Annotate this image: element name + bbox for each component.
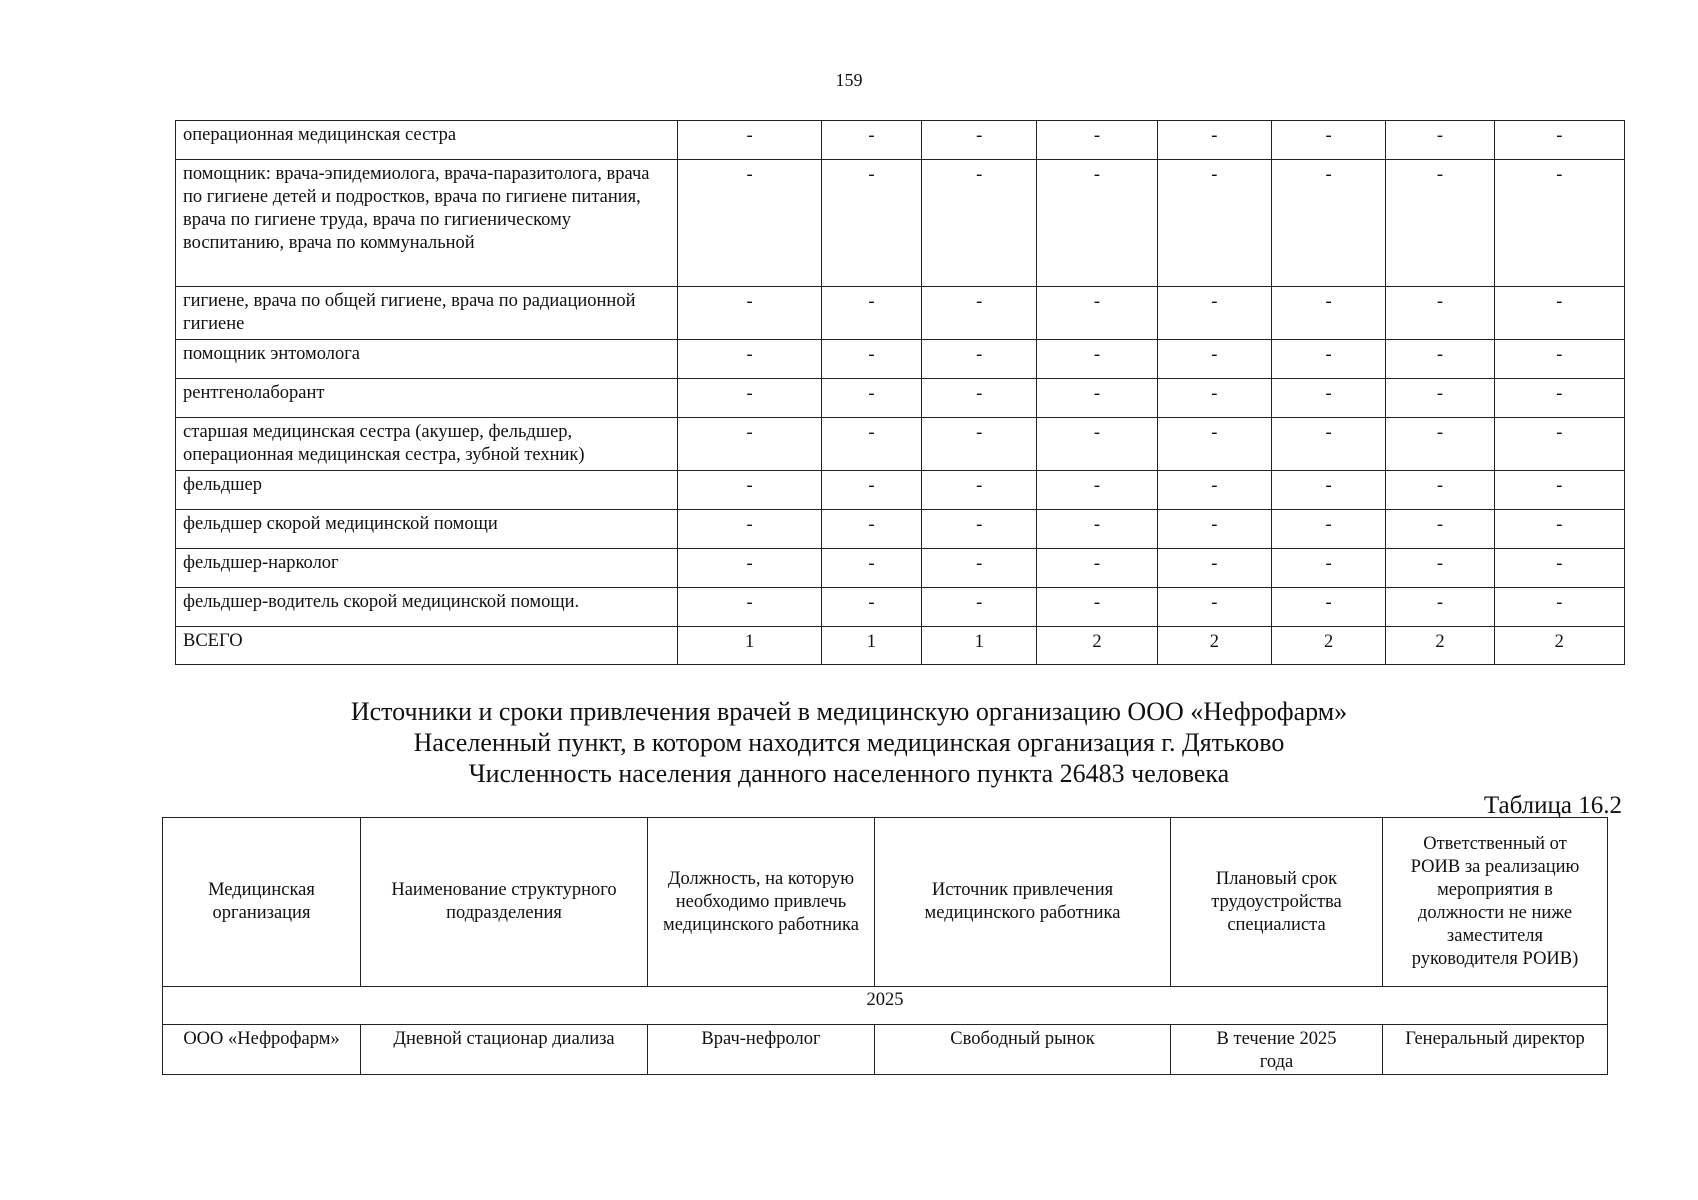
row-value: - — [1037, 287, 1157, 340]
row-value: - — [1037, 379, 1157, 418]
row-value: - — [1157, 379, 1271, 418]
row-value: - — [1494, 287, 1624, 340]
row-value: 2 — [1494, 627, 1624, 665]
table-row — [176, 379, 1625, 418]
row-value: 2 — [1271, 627, 1385, 665]
row-value: - — [1037, 418, 1157, 471]
row-value: - — [1386, 471, 1494, 510]
row-value: - — [1157, 471, 1271, 510]
row-value: - — [821, 471, 921, 510]
section-title-line3: Численность населения данного населенного пункта 26483 человека — [468, 759, 1230, 788]
year-cell: 2025 — [163, 987, 1608, 1025]
row-label: старшая медицинская сестра (акушер, фельдшер, операционная медицинская сестра, зубной техник) — [176, 418, 678, 471]
recruitment-year-row — [163, 987, 1608, 1025]
row-value: - — [1271, 418, 1385, 471]
row-value: - — [678, 160, 821, 287]
table-row — [176, 510, 1625, 549]
row-value: - — [678, 549, 821, 588]
cell-planned-hire-date: В течение 2025 года — [1171, 1025, 1383, 1075]
table-row — [176, 627, 1625, 665]
row-label: фельдшер-водитель скорой медицинской помощи. — [176, 588, 678, 627]
row-value: - — [1271, 160, 1385, 287]
recruitment-table-header-row — [163, 818, 1608, 987]
header-medical-organization: Медицинская организация — [163, 818, 361, 987]
row-value: - — [1037, 121, 1157, 160]
table-row — [176, 549, 1625, 588]
header-structural-unit: Наименование структурного подразделения — [361, 818, 648, 987]
page-number: 159 — [835, 70, 863, 90]
table-caption: Таблица 16.2 — [1483, 792, 1622, 819]
row-value: - — [1271, 510, 1385, 549]
row-value: - — [1386, 160, 1494, 287]
row-value: - — [1157, 510, 1271, 549]
row-value: - — [1271, 379, 1385, 418]
row-value: - — [1157, 160, 1271, 287]
row-value: - — [922, 510, 1037, 549]
row-value: - — [1494, 549, 1624, 588]
row-value: - — [678, 510, 821, 549]
recruitment-table — [162, 817, 1608, 1075]
row-value: - — [1037, 588, 1157, 627]
row-value: 1 — [678, 627, 821, 665]
table-row — [176, 121, 1625, 160]
row-value: - — [1386, 588, 1494, 627]
row-value: - — [821, 340, 921, 379]
row-value: - — [1037, 160, 1157, 287]
row-value: - — [1386, 549, 1494, 588]
section-title — [0, 696, 1698, 789]
row-value: - — [922, 471, 1037, 510]
row-label: фельдшер — [176, 471, 678, 510]
row-value: - — [678, 418, 821, 471]
row-value: - — [678, 287, 821, 340]
row-value: - — [1157, 549, 1271, 588]
section-title-line2: Населенный пункт, в котором находится медицинская организация г. Дятьково — [413, 728, 1285, 757]
row-label: ВСЕГО — [176, 627, 678, 665]
row-value: - — [1157, 588, 1271, 627]
table-row — [176, 418, 1625, 471]
row-value: - — [821, 418, 921, 471]
row-label: помощник: врача-эпидемиолога, врача-паразитолога, врача по гигиене детей и подростков, врача по гигиене питания, врача по гигиене труда, врача по гигиеническому воспитанию, врача по коммунальной — [176, 160, 678, 287]
row-value: - — [821, 549, 921, 588]
row-value: - — [1386, 121, 1494, 160]
row-value: - — [1386, 379, 1494, 418]
row-label: рентгенолаборант — [176, 379, 678, 418]
row-value: - — [821, 588, 921, 627]
row-value: - — [1494, 588, 1624, 627]
row-value: - — [678, 340, 821, 379]
row-value: - — [922, 287, 1037, 340]
row-value: - — [1037, 340, 1157, 379]
row-value: - — [1386, 287, 1494, 340]
row-value: - — [1037, 549, 1157, 588]
row-value: - — [922, 549, 1037, 588]
row-value: 1 — [821, 627, 921, 665]
row-label: операционная медицинская сестра — [176, 121, 678, 160]
row-value: - — [1494, 510, 1624, 549]
row-value: - — [1157, 418, 1271, 471]
row-value: - — [922, 160, 1037, 287]
row-value: - — [678, 471, 821, 510]
row-value: - — [1037, 510, 1157, 549]
row-value: - — [1157, 340, 1271, 379]
cell-position: Врач-нефролог — [648, 1025, 875, 1075]
row-value: - — [821, 287, 921, 340]
cell-structural-unit: Дневной стационар диализа — [361, 1025, 648, 1075]
cell-medical-organization: ООО «Нефрофарм» — [163, 1025, 361, 1075]
row-value: - — [678, 379, 821, 418]
header-planned-hire-date: Плановый срок трудоустройства специалиста — [1171, 818, 1383, 987]
table-row — [176, 160, 1625, 287]
row-value: - — [821, 121, 921, 160]
row-value: - — [922, 121, 1037, 160]
row-value: - — [1386, 340, 1494, 379]
row-value: - — [922, 340, 1037, 379]
row-value: 1 — [922, 627, 1037, 665]
row-value: - — [1494, 121, 1624, 160]
row-value: - — [821, 379, 921, 418]
row-value: - — [922, 418, 1037, 471]
row-value: - — [1494, 340, 1624, 379]
row-value: - — [1386, 510, 1494, 549]
table-row — [176, 287, 1625, 340]
row-value: - — [1271, 549, 1385, 588]
row-value: - — [821, 160, 921, 287]
cell-responsible-person: Генеральный директор — [1383, 1025, 1608, 1075]
row-value: - — [1494, 379, 1624, 418]
row-value: - — [821, 510, 921, 549]
row-value: - — [678, 121, 821, 160]
row-value: - — [1271, 588, 1385, 627]
row-value: - — [1494, 160, 1624, 287]
row-value: 2 — [1386, 627, 1494, 665]
header-responsible-person: Ответственный от РОИВ за реализацию мероприятия в должности не ниже заместителя руководителя РОИВ) — [1383, 818, 1608, 987]
row-label: гигиене, врача по общей гигиене, врача по радиационной гигиене — [176, 287, 678, 340]
table-row — [176, 471, 1625, 510]
row-value: - — [922, 588, 1037, 627]
row-value: - — [1271, 121, 1385, 160]
recruitment-data-row — [163, 1025, 1608, 1075]
row-value: - — [1157, 121, 1271, 160]
row-value: 2 — [1157, 627, 1271, 665]
row-label: фельдшер-нарколог — [176, 549, 678, 588]
row-label: помощник энтомолога — [176, 340, 678, 379]
row-value: - — [1494, 471, 1624, 510]
row-value: - — [1494, 418, 1624, 471]
header-recruitment-source: Источник привлечения медицинского работника — [875, 818, 1171, 987]
staffing-table — [175, 120, 1625, 665]
row-value: - — [1037, 471, 1157, 510]
cell-recruitment-source: Свободный рынок — [875, 1025, 1171, 1075]
staffing-table-body — [176, 121, 1625, 665]
section-title-line1: Источники и сроки привлечения врачей в медицинскую организацию ООО «Нефрофарм» — [350, 697, 1348, 726]
row-value: - — [1271, 340, 1385, 379]
row-label: фельдшер скорой медицинской помощи — [176, 510, 678, 549]
row-value: - — [922, 379, 1037, 418]
row-value: - — [678, 588, 821, 627]
row-value: 2 — [1037, 627, 1157, 665]
row-value: - — [1157, 287, 1271, 340]
row-value: - — [1271, 287, 1385, 340]
row-value: - — [1271, 471, 1385, 510]
table-row — [176, 588, 1625, 627]
table-row — [176, 340, 1625, 379]
row-value: - — [1386, 418, 1494, 471]
header-position: Должность, на которую необходимо привлечь медицинского работника — [648, 818, 875, 987]
